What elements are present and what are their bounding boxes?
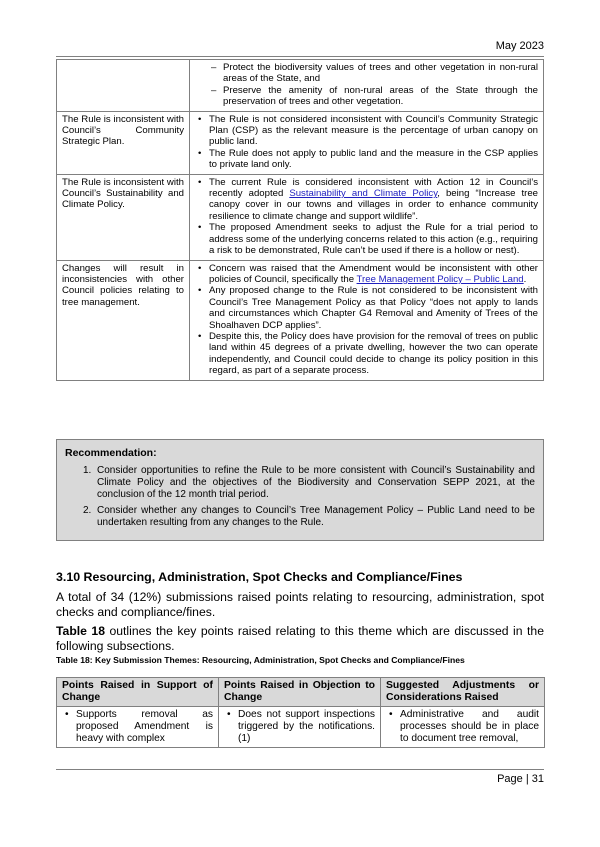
tree-management-policy-link[interactable]: Tree Management Policy – Public Land <box>356 273 524 285</box>
header-date: May 2023 <box>495 40 544 52</box>
recommendation-title: Recommendation: <box>65 447 157 459</box>
list-item: • The current Rule is considered inconsistent with Action 12 in Council’s recently adopted Sustainability and Climate Policy, being “Increase tree canopy cover in our towns and villages in order to enhance community resilience to climate change and support wildlife”. <box>198 176 538 222</box>
response-cell <box>190 260 544 380</box>
response-cell <box>190 60 544 112</box>
list-item: • Concern was raised that the Amendment would be inconsistent with other policies of Council, specifically the Tree Management Policy – Public Land. <box>198 262 538 285</box>
response-cell <box>190 174 544 260</box>
recommendation-item: 2. Consider whether any changes to Council’s Tree Management Policy – Public Land need to be undertaken resulting from any changes to the Rule. <box>83 505 535 528</box>
list-item: • Despite this, the Policy does have provision for the removal of trees on public land within 45 degrees of a private dwelling, however the two can operate independently, and Council could decide to change its policy position in this regard, as part of a separate process. <box>198 330 538 377</box>
table-cell <box>57 707 219 748</box>
table-row <box>57 707 545 748</box>
issue-cell <box>57 60 190 112</box>
table-header-row <box>57 678 545 707</box>
column-header: Points Raised in Objection to Change <box>219 678 381 707</box>
list-item: • Supports removal as proposed Amendment is heavy with complex <box>65 709 213 744</box>
section-heading: 3.10 Resourcing, Administration, Spot Checks and Compliance/Fines <box>56 570 463 584</box>
list-item: • Administrative and audit processes should be in place to document tree removal, <box>389 709 539 744</box>
response-cell <box>190 111 544 174</box>
table-cell <box>381 707 545 748</box>
list-item: • The proposed Amendment seeks to adjust the Rule for a trial period to address some of the underlying concerns related to this action (e.g., requiring a risk to be demonstrated, Rule can’t be used if there is a hollow or nest). <box>198 222 538 257</box>
table-row <box>57 60 544 112</box>
list-item: • The Rule does not apply to public land and the measure in the CSP applies to private land only. <box>198 147 538 171</box>
issue-cell: Changes will result in inconsistencies with other Council policies relating to tree management. <box>57 260 190 380</box>
header-divider <box>56 56 544 57</box>
recommendation-item: 1. Consider opportunities to refine the Rule to be more consistent with Council’s Sustainability and Climate Policy and the objectives of the Biodiversity and Conservation SEPP 2021, at the conclusion of the 12 month trial period. <box>83 465 535 500</box>
sustainability-policy-link[interactable]: Sustainability and Climate Policy <box>289 188 438 200</box>
issue-cell: The Rule is inconsistent with Council’s Sustainability and Climate Policy. <box>57 174 190 260</box>
column-header: Suggested Adjustments or Considerations Raised <box>381 678 545 707</box>
list-item: • Any proposed change to the Rule is not considered to be inconsistent with Council’s Tree Management Policy as that Policy “does not apply to lands and circumstances which Chapter G4 Removal and Amenity of Trees of the Shoalhaven DCP applies”. <box>198 285 538 331</box>
table-cell <box>219 707 381 748</box>
table-caption: Table 18: Key Submission Themes: Resourcing, Administration, Spot Checks and Compliance/Fines <box>56 655 465 665</box>
section-paragraph: A total of 34 (12%) submissions raised points relating to resourcing, administration, spot checks and compliance/fines. <box>56 590 544 619</box>
list-item: – Protect the biodiversity values of trees and other vegetation in non-rural areas of the State, and <box>211 62 538 85</box>
table-row <box>57 174 544 260</box>
table-row <box>57 260 544 380</box>
table-intro-paragraph: Table 18 outlines the key points raised relating to this theme which are discussed in the following subsections. <box>56 624 544 653</box>
issue-cell: The Rule is inconsistent with Council’s Community Strategic Plan. <box>57 111 190 174</box>
issues-table <box>56 59 544 381</box>
table-row <box>57 111 544 174</box>
list-item: • Does not support inspections triggered by the notifications. (1) <box>227 709 375 744</box>
table-18 <box>56 677 545 748</box>
column-header: Points Raised in Support of Change <box>57 678 219 707</box>
list-item: • The Rule is not considered inconsistent with Council’s Community Strategic Plan (CSP) as the relevant measure is the percentage of urban canopy on public land. <box>198 113 538 148</box>
page-number: Page | 31 <box>497 773 544 785</box>
footer-divider <box>56 769 544 770</box>
list-item: – Preserve the amenity of non-rural areas of the State through the preservation of trees and other vegetation. <box>211 84 538 108</box>
recommendation-box <box>56 439 544 541</box>
